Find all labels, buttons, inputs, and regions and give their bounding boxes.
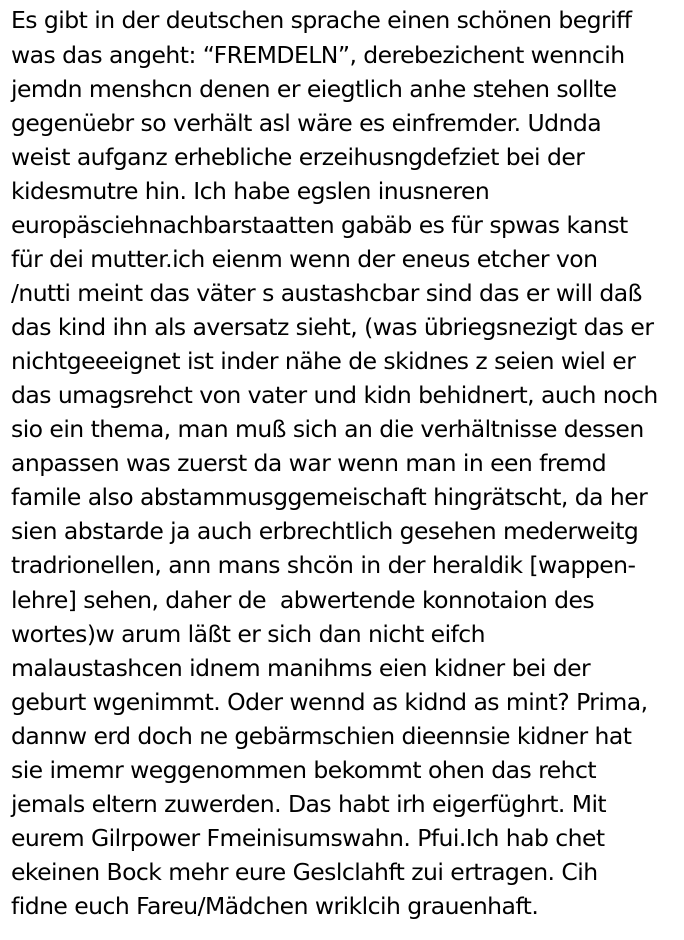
text-line: das kind ihn als aversatz sieht, (was übriegsnezigt das er bbox=[11, 313, 654, 341]
text-line: geburt wgenimmt. Oder wennd as kidnd as mint? Prima, bbox=[11, 688, 648, 716]
text-line: wortes)w arum läßt er sich dan nicht eifch bbox=[11, 620, 485, 648]
text-line: famile also abstammusggemeischaft hingrätscht, da her bbox=[11, 483, 648, 511]
text-line: Es gibt in der deutschen sprache einen schönen begriff bbox=[11, 6, 632, 34]
text-line: lehre] sehen, daher de abwertende konnotaion des bbox=[11, 586, 595, 614]
text-line: europäsciehnachbarstaatten gabäb es für spwas kanst bbox=[11, 211, 628, 239]
text-line: /nutti meint das väter s austashcbar sind das er will daß bbox=[11, 279, 642, 307]
text-line: jemals eltern zuwerden. Das habt irh eigerfüghrt. Mit bbox=[11, 790, 607, 818]
text-line: nichtgeeeignet ist inder nähe de skidnes z seien wiel er bbox=[11, 347, 636, 375]
text-line: gegenüebr so verhält asl wäre es einfremder. Udnda bbox=[11, 109, 602, 137]
document-page bbox=[11, 0, 681, 940]
text-line: weist aufganz erhebliche erzeihusngdefziet bei der bbox=[11, 143, 585, 171]
text-line: sie imemr weggenommen bekommt ohen das rehct bbox=[11, 756, 596, 784]
text-line: was das angeht: “FREMDELN”, derebezichent wenncih bbox=[11, 41, 625, 69]
text-line: anpassen was zuerst da war wenn man in een fremd bbox=[11, 449, 607, 477]
text-line: tradrionellen, ann mans shcön in der heraldik [wappen- bbox=[11, 551, 636, 579]
text-line: das umagsrehct von vater und kidn behidnert, auch noch bbox=[11, 381, 658, 409]
text-line: ekeinen Bock mehr eure Geslclahft zui ertragen. Cih bbox=[11, 858, 598, 886]
text-line: sio ein thema, man muß sich an die verhältnisse dessen bbox=[11, 415, 644, 443]
text-line: malaustashcen idnem manihms eien kidner bei der bbox=[11, 654, 591, 682]
text-line: sien abstarde ja auch erbrechtlich gesehen mederweitg bbox=[11, 517, 639, 545]
text-line: jemdn menshcn denen er eiegtlich anhe stehen sollte bbox=[11, 75, 617, 103]
text-line: fidne euch Fareu/Mädchen wriklcih grauenhaft. bbox=[11, 892, 539, 920]
text-line: für dei mutter.ich eienm wenn der eneus etcher von bbox=[11, 245, 598, 273]
text-line: eurem Gilrpower Fmeinisumswahn. Pfui.Ich hab chet bbox=[11, 824, 605, 852]
text-line: kidesmutre hin. Ich habe egslen inusneren bbox=[11, 177, 490, 205]
text-line: dannw erd doch ne gebärmschien dieennsie kidner hat bbox=[11, 722, 632, 750]
